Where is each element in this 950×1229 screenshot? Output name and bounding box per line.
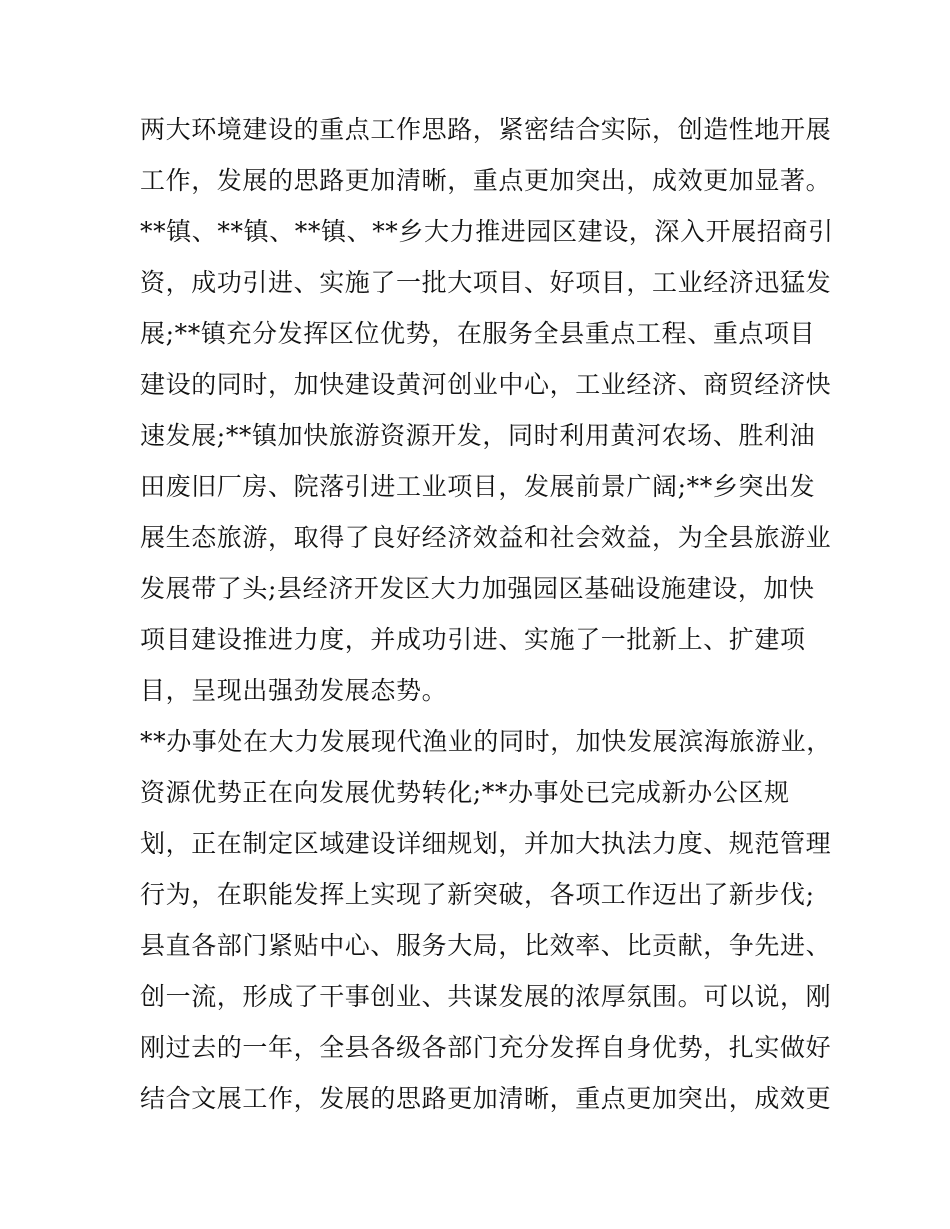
text-line: 行为，在职能发挥上实现了新突破，各项工作迈出了新步伐; [140, 880, 815, 909]
text-line: 结合文展工作，发展的思路更加清晰，重点更加突出，成效更 [140, 1084, 832, 1113]
text-line: 资，成功引进、实施了一批大项目、好项目，工业经济迅猛发 [140, 268, 832, 297]
text-line: 发展带了头;县经济开发区大力加强园区基础设施建设，加快 [140, 574, 815, 603]
text-line: 县直各部门紧贴中心、服务大局，比效率、比贡献，争先进、 [140, 931, 832, 960]
text-line: 创一流，形成了干事创业、共谋发展的浓厚氛围。可以说，刚 [140, 982, 832, 1011]
text-line: 展生态旅游，取得了良好经济效益和社会效益，为全县旅游业 [140, 523, 832, 552]
text-line: 项目建设推进力度，并成功引进、实施了一批新上、扩建项 [140, 625, 806, 654]
text-line: **办事处在大力发展现代渔业的同时，加快发展滨海旅游业， [140, 727, 832, 756]
text-line: 刚过去的一年，全县各级各部门充分发挥自身优势，扎实做好 [140, 1033, 832, 1062]
text-line: **镇、**镇、**镇、**乡大力推进园区建设，深入开展招商引 [140, 217, 834, 246]
text-line: 划，正在制定区域建设详细规划，并加大执法力度、规范管理 [140, 829, 832, 858]
text-line: 展;**镇充分发挥区位优势，在服务全县重点工程、重点项目 [140, 319, 816, 348]
text-line: 资源优势正在向发展优势转化;**办事处已完成新办公区规 [140, 778, 790, 807]
text-line: 工作，发展的思路更加清晰，重点更加突出，成效更加显著。 [140, 166, 832, 195]
text-line: 速发展;**镇加快旅游资源开发，同时利用黄河农场、胜利油 [140, 421, 816, 450]
text-line: 田废旧厂房、院落引进工业项目，发展前景广阔;**乡突出发 [140, 472, 816, 501]
text-line: 两大环境建设的重点工作思路，紧密结合实际，创造性地开展 [140, 115, 832, 144]
text-line: 目，呈现出强劲发展态势。 [140, 676, 448, 705]
text-line: 建设的同时，加快建设黄河创业中心，工业经济、商贸经济快 [140, 370, 832, 399]
